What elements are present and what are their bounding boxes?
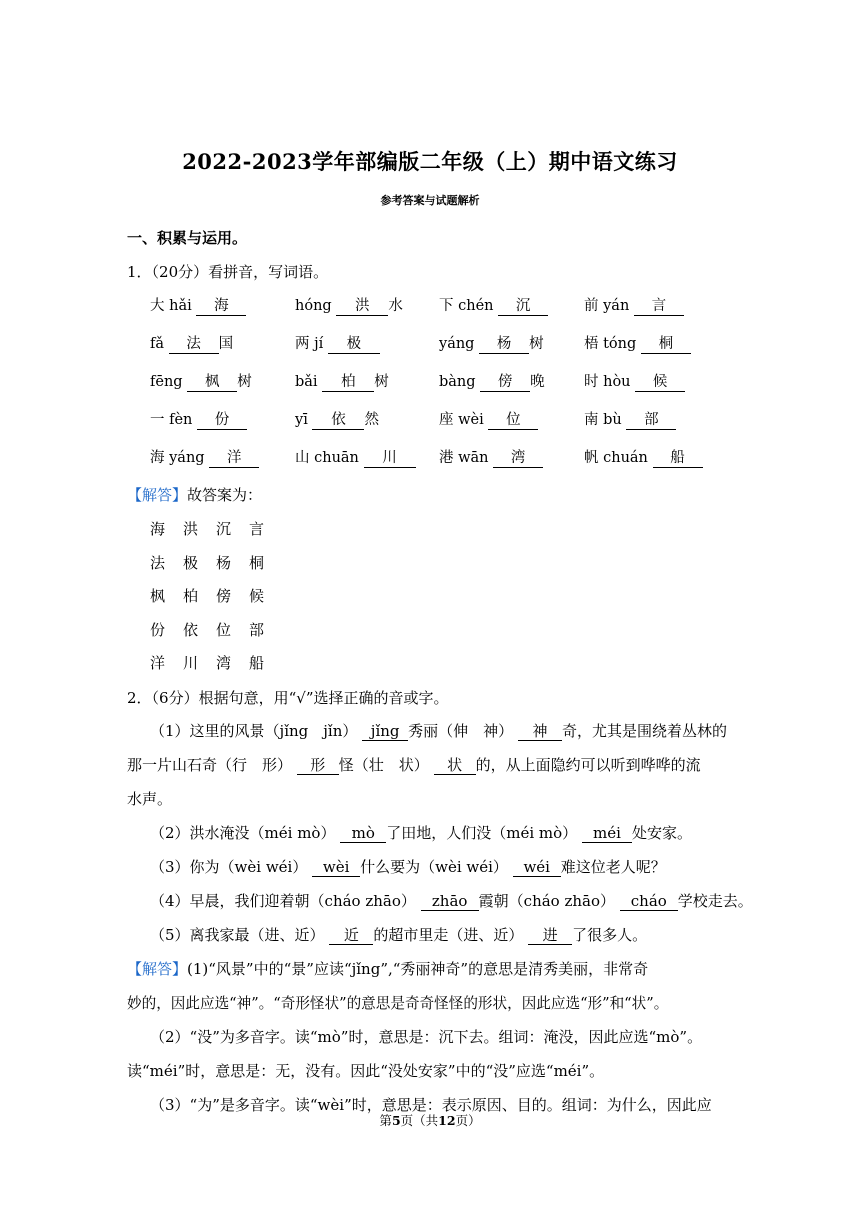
pinyin-suffix: 树 — [529, 336, 544, 352]
question-1-stem: 1．（20分）看拼音，写词语。 — [127, 263, 329, 281]
pinyin-prompt: 海 yáng — [150, 450, 210, 466]
answer-blank: wéi — [513, 858, 561, 877]
pinyin-item — [150, 370, 252, 392]
answer-char: 船 — [249, 654, 265, 672]
grid-row — [150, 446, 750, 470]
pinyin-suffix: 国 — [218, 336, 234, 352]
pinyin-prompt: 前 yán — [584, 298, 634, 314]
answer-char: 海 — [150, 520, 166, 538]
text: （5）离我家最（进、近） — [150, 926, 325, 944]
answer-blank: 洪 — [336, 297, 388, 316]
pinyin-item — [150, 446, 259, 468]
q2-sentence-5 — [150, 924, 756, 945]
answer-blank: 神 — [518, 722, 562, 741]
answer-blank: 进 — [528, 926, 572, 945]
pinyin-item — [439, 294, 548, 316]
pinyin-suffix: 晚 — [530, 374, 545, 390]
answer-row — [150, 619, 282, 640]
answer-char: 洋 — [150, 654, 166, 672]
text: 秀丽（伸 神） — [408, 722, 514, 740]
answer-char: 川 — [183, 654, 199, 672]
answer-blank: 沉 — [498, 297, 548, 316]
pinyin-item — [584, 370, 685, 392]
pinyin-prompt: 座 wèi — [439, 412, 489, 428]
answer-char: 沉 — [216, 520, 232, 538]
pinyin-prompt: 帆 chuán — [584, 450, 653, 466]
answer-char: 湾 — [216, 654, 232, 672]
pinyin-prompt: 梧 tóng — [584, 336, 641, 352]
pinyin-prompt: fēng — [150, 374, 188, 390]
answer-blank: 桐 — [641, 335, 691, 354]
answer-blank: 言 — [634, 297, 684, 316]
total-pages: 12 — [438, 1113, 456, 1128]
answer-char: 桐 — [249, 553, 265, 572]
pinyin-prompt: yī — [295, 412, 313, 428]
explanation-line-2: 妙的，因此应选“神”。“奇形怪状”的意思是奇奇怪怪的形状，因此应选“形”和“状”。 — [127, 995, 669, 1012]
pinyin-item — [584, 332, 691, 354]
answer-char: 枫 — [150, 587, 166, 605]
pinyin-prompt: 山 chuān — [295, 450, 364, 466]
answer-char: 依 — [183, 620, 199, 639]
text: 那一片山石奇（行 形） — [127, 756, 293, 774]
q2-sentence-3 — [150, 856, 756, 877]
pinyin-suffix: 水 — [388, 298, 403, 314]
pinyin-prompt: bàng — [439, 374, 481, 390]
answer-char: 傍 — [216, 587, 232, 605]
answer-blank: mò — [340, 824, 386, 843]
pinyin-item — [439, 370, 545, 392]
text: 难这位老人呢？ — [560, 858, 666, 876]
answer-blank: 傍 — [480, 373, 530, 392]
answer-blank: jǐng — [362, 722, 408, 741]
pinyin-suffix: 树 — [374, 374, 389, 390]
explanation-line-4: 读“méi”时，意思是：无，没有。因此“没处安家”中的“没”应选“méi”。 — [127, 1062, 605, 1080]
footer-text: 第 — [379, 1113, 392, 1128]
pinyin-item — [295, 370, 389, 392]
answer-blank: 形 — [297, 756, 339, 775]
answer-char: 杨 — [216, 553, 232, 572]
text: 奇，尤其是围绕着丛林的 — [561, 722, 727, 740]
answer-text: 故答案为： — [187, 486, 263, 504]
question-1-answer — [127, 484, 262, 505]
q2-line-1 — [150, 720, 756, 741]
text: （3）你为（wèi wéi） — [150, 858, 308, 876]
explanation-line-3: （2）“没”为多音字。读“mò”时，意思是：沉下去。组词：淹没，因此应选“mò”。 — [150, 1028, 703, 1046]
pinyin-suffix: 然 — [364, 412, 379, 428]
answer-blank: 枫 — [187, 373, 237, 392]
answer-blank: 近 — [329, 926, 373, 945]
answer-blank: 候 — [635, 373, 685, 392]
answer-char: 极 — [183, 553, 199, 572]
pinyin-item — [584, 294, 684, 316]
answer-label: 【解答】 — [127, 960, 188, 978]
answer-row — [150, 585, 282, 606]
pinyin-prompt: 两 jí — [295, 336, 328, 352]
answer-blank: 依 — [312, 411, 364, 430]
text: 的，从上面隐约可以听到哗哗的流 — [475, 756, 701, 774]
pinyin-item — [295, 294, 403, 316]
pinyin-item — [150, 332, 233, 354]
answer-blank: 位 — [488, 411, 538, 430]
section-heading: 一、积累与运用。 — [127, 229, 248, 247]
page-footer — [0, 1111, 860, 1129]
answer-char: 法 — [150, 553, 166, 572]
explanation-line-5: （3）“为”是多音字。读“wèi”时，意思是：表示原因、目的。组词：为什么，因此应 — [150, 1096, 712, 1114]
pinyin-item — [295, 408, 379, 430]
q2-sentence-4 — [150, 890, 756, 911]
answer-blank: 杨 — [479, 335, 529, 354]
pinyin-prompt: 南 bù — [584, 412, 627, 428]
text: 了很多人。 — [572, 926, 648, 944]
q2-sentence-2 — [150, 822, 756, 843]
pinyin-item — [295, 332, 380, 354]
pinyin-suffix: 树 — [237, 374, 252, 390]
text: （4）早晨，我们迎着朝（cháo zhāo） — [150, 892, 416, 910]
pinyin-item — [295, 446, 416, 468]
grid-row — [150, 332, 750, 356]
answer-blank: 洋 — [209, 449, 259, 468]
pinyin-item — [150, 294, 246, 316]
answer-blank: 份 — [197, 411, 247, 430]
answer-blank: 极 — [328, 335, 380, 354]
pinyin-prompt: bǎi — [295, 374, 323, 390]
page-subtitle: 参考答案与试题解析 — [380, 194, 480, 207]
page-number: 5 — [391, 1113, 401, 1128]
answer-blank: 状 — [434, 756, 476, 775]
answer-char: 候 — [249, 587, 265, 605]
answer-char: 部 — [249, 620, 265, 639]
answer-char: 洪 — [183, 520, 199, 538]
answer-row — [150, 652, 282, 673]
answer-blank: 船 — [653, 449, 703, 468]
answer-blank: zhāo — [421, 892, 479, 911]
answer-blank: cháo — [620, 892, 678, 911]
pinyin-item — [584, 446, 703, 468]
text: 处安家。 — [631, 824, 692, 842]
pinyin-item — [150, 408, 247, 430]
answer-char: 位 — [216, 620, 232, 639]
pinyin-item — [439, 408, 538, 430]
text: 怪（壮 状） — [338, 756, 429, 774]
page-title: 2022-2023学年部编版二年级（上）期中语文练习 — [182, 149, 678, 174]
grid-row — [150, 408, 750, 432]
text: （2）洪水淹没（méi mò） — [150, 824, 336, 842]
pinyin-prompt: 港 wān — [439, 450, 494, 466]
text: 的超市里走（进、近） — [373, 926, 524, 944]
answer-blank: 湾 — [493, 449, 543, 468]
answer-row — [150, 518, 282, 539]
pinyin-prompt: 下 chén — [439, 298, 499, 314]
footer-text: 页（共 — [400, 1113, 439, 1128]
pinyin-prompt: 时 hòu — [584, 374, 636, 390]
answer-char: 言 — [249, 520, 265, 538]
text: 了田地，人们没（méi mò） — [386, 824, 578, 842]
q2-line-2 — [127, 754, 733, 775]
explanation-line-1: (1)“风景”中的“景”应读“jǐng”,“秀丽神奇”的意思是清秀美丽，非常奇 — [187, 960, 649, 978]
text: 学校走去。 — [677, 892, 753, 910]
answer-label: 【解答】 — [127, 486, 188, 504]
pinyin-prompt: 大 hǎi — [150, 298, 197, 314]
answer-char: 柏 — [183, 587, 199, 605]
text: （1）这里的风景（jǐng jǐn） — [150, 722, 358, 740]
grid-row — [150, 370, 750, 394]
pinyin-item — [584, 408, 676, 430]
pinyin-item — [439, 332, 544, 354]
text: 什么要为（wèi wéi） — [360, 858, 508, 876]
answer-blank: 柏 — [322, 373, 374, 392]
pinyin-prompt: 一 fèn — [150, 412, 198, 428]
text: 霞朝（cháo zhāo） — [478, 892, 616, 910]
answer-row — [150, 552, 282, 573]
answer-blank: 法 — [169, 335, 219, 354]
answer-char: 份 — [150, 620, 166, 639]
answer-blank: 海 — [196, 297, 246, 316]
pinyin-prompt: hóng — [295, 298, 337, 314]
pinyin-item — [439, 446, 543, 468]
answer-blank: méi — [582, 824, 632, 843]
footer-text: 页） — [455, 1113, 481, 1128]
pinyin-prompt: yáng — [439, 336, 480, 352]
answer-blank: wèi — [312, 858, 360, 877]
answer-blank: 川 — [364, 449, 416, 468]
q2-line-3: 水声。 — [127, 790, 173, 808]
pinyin-prompt: fǎ — [150, 336, 169, 352]
question-2-stem: 2．（6分）根据句意，用“√”选择正确的音或字。 — [127, 689, 449, 707]
answer-blank: 部 — [626, 411, 676, 430]
question-2-answer — [127, 958, 648, 979]
grid-row — [150, 294, 750, 318]
